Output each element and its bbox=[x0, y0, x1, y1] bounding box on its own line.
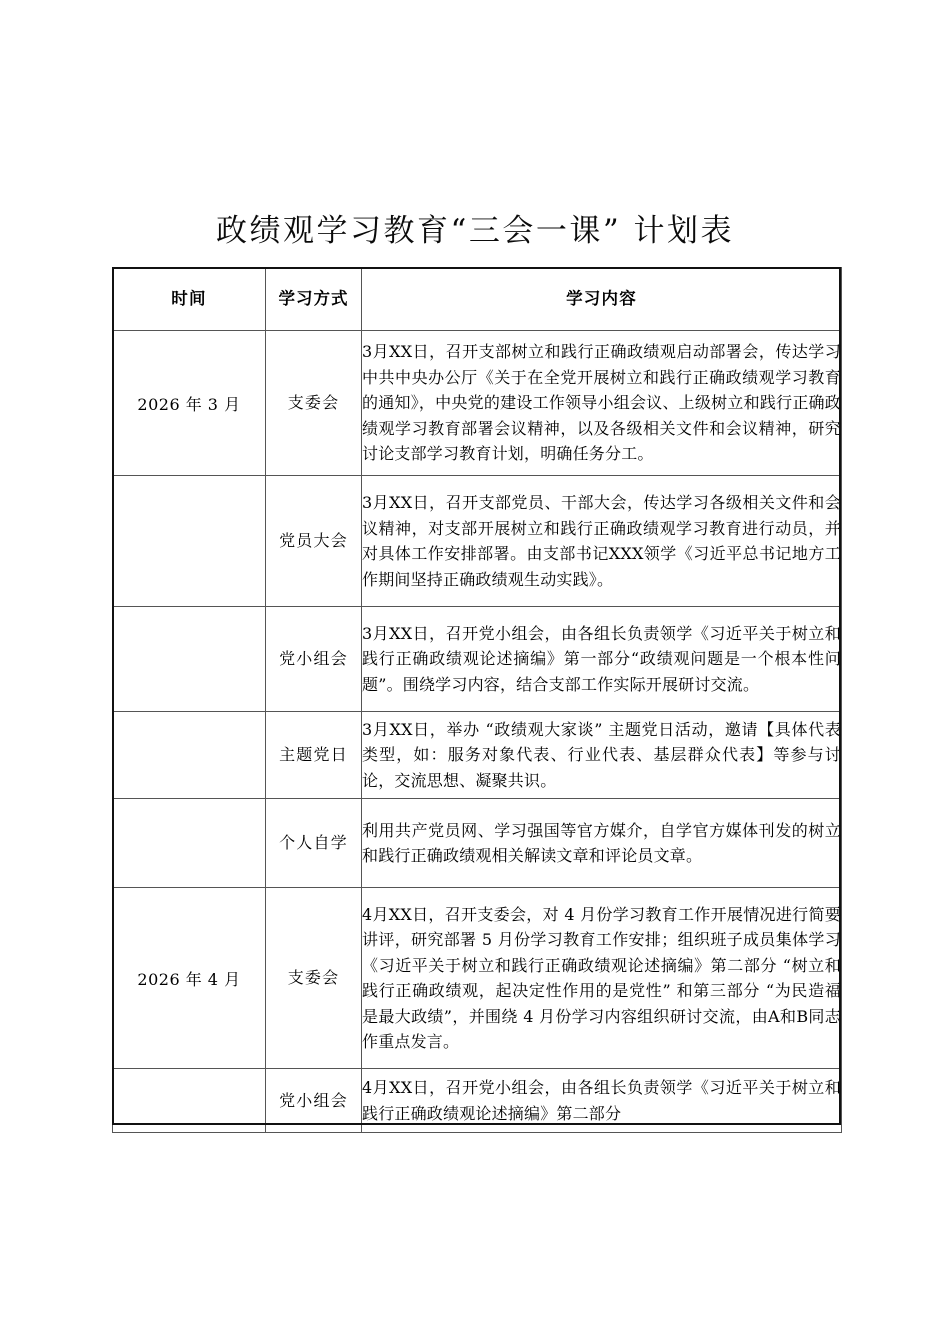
cell-content: 4月XX日，召开支委会，对 4 月份学习教育工作开展情况进行简要讲评，研究部署 5 月份学习教育工作安排；组织班子成员集体学习《习近平关于树立和践行正确政绩观论述摘编》第二部分 “树立和践行正确政绩观，起决定性作用的是党性” 和第三部分 “为民造福是最大政绩”，并围绕 4 月份学习内容组织研讨交流，由A和B同志作重点发言。 bbox=[362, 888, 842, 1069]
cell-time bbox=[113, 1069, 266, 1133]
cell-mode: 主题党日 bbox=[266, 712, 362, 799]
cell-time bbox=[113, 607, 266, 712]
cell-time bbox=[113, 799, 266, 888]
cell-time bbox=[113, 712, 266, 799]
table-row bbox=[113, 476, 842, 607]
table-row bbox=[113, 799, 842, 888]
cell-content: 3月XX日，召开支部党员、干部大会，传达学习各级相关文件和会议精神，对支部开展树立和践行正确政绩观学习教育进行动员，并对具体工作安排部署。由支部书记XXX领学《习近平总书记地方工作期间坚持正确政绩观生动实践》。 bbox=[362, 476, 842, 607]
cell-content: 3月XX日，召开党小组会，由各组长负责领学《习近平关于树立和践行正确政绩观论述摘编》第一部分“政绩观问题是一个根本性问题”。围绕学习内容，结合支部工作实际开展研讨交流。 bbox=[362, 607, 842, 712]
cell-time bbox=[113, 476, 266, 607]
page-title: 政绩观学习教育“三会一课” 计划表 bbox=[215, 213, 735, 249]
table-row bbox=[113, 712, 842, 799]
cell-content: 3月XX日，举办 “政绩观大家谈” 主题党日活动，邀请【具体代表类型，如：服务对象代表、行业代表、基层群众代表】等参与讨论，交流思想、凝聚共识。 bbox=[362, 712, 842, 799]
table-row bbox=[113, 607, 842, 712]
cell-mode: 党员大会 bbox=[266, 476, 362, 607]
table-row bbox=[113, 1069, 842, 1133]
cell-mode: 个人自学 bbox=[266, 799, 362, 888]
table-header-row bbox=[113, 268, 842, 331]
cell-content: 4月XX日，召开党小组会，由各组长负责领学《习近平关于树立和践行正确政绩观论述摘编》第二部分 bbox=[362, 1069, 842, 1133]
column-header-time: 时间 bbox=[113, 268, 266, 331]
column-header-content: 学习内容 bbox=[362, 268, 842, 331]
cell-time: 2026 年 4 月 bbox=[113, 888, 266, 1069]
cell-mode: 党小组会 bbox=[266, 1069, 362, 1133]
three-meetings-one-lesson-plan-table bbox=[112, 267, 842, 1133]
cell-content: 利用共产党员网、学习强国等官方媒介，自学官方媒体刊发的树立和践行正确政绩观相关解读文章和评论员文章。 bbox=[362, 799, 842, 888]
table-row bbox=[113, 331, 842, 476]
cell-mode: 党小组会 bbox=[266, 607, 362, 712]
column-header-mode: 学习方式 bbox=[266, 268, 362, 331]
cell-content: 3月XX日，召开支部树立和践行正确政绩观启动部署会，传达学习中共中央办公厅《关于在全党开展树立和践行正确政绩观学习教育的通知》，中央党的建设工作领导小组会议、上级树立和践行正确政绩观学习教育部署会议精神，以及各级相关文件和会议精神，研究讨论支部学习教育计划，明确任务分工。 bbox=[362, 331, 842, 476]
cell-mode: 支委会 bbox=[266, 331, 362, 476]
table-row bbox=[113, 888, 842, 1069]
cell-mode: 支委会 bbox=[266, 888, 362, 1069]
cell-time: 2026 年 3 月 bbox=[113, 331, 266, 476]
